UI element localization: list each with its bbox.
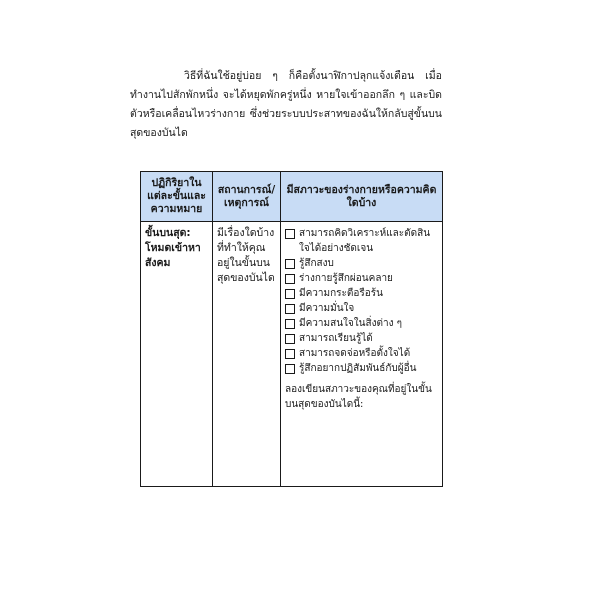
checklist-item[interactable] [285,256,438,271]
checklist-item-label: สามารถคิดวิเคราะห์และตัดสินใจได้อย่างชัดเจน [299,228,431,254]
intro-text-block [130,67,442,143]
stage-label: ขั้นบนสุด: โหมดเข้าหาสังคม [145,227,201,269]
checkbox-icon[interactable] [285,319,295,329]
checklist-item-label: มีความกระตือรือร้น [299,288,383,299]
checklist-item[interactable] [285,331,438,346]
checklist-item-label: ร่างกายรู้สึกผ่อนคลาย [299,273,393,284]
stage-worksheet-table [140,171,443,487]
checklist-item-label: รู้สึกสงบ [299,258,334,269]
header-body-mind-states: มีสภาวะของร่างกายหรือความคิดใดบ้าง [281,172,443,222]
checklist-item-label: มีความสนใจในสิ่งต่าง ๆ [299,318,403,329]
intro-paragraph: วิธีที่ฉันใช้อยู่บ่อย ๆ ก็คือตั้งนาฬิกาปลุกแจ้งเตือน เมื่อทำงานไปสักพักหนึ่ง จะได้หยุดพักครู่หนึ่ง หายใจเข้าออกลึก ๆ และบิดตัวหรือเคลื่อนไหวร่างกาย ซึ่งช่วยระบบประสาทของฉันให้กลับสู่ขั้นบนสุดของบันได [130,70,442,139]
checklist-item-label: สามารถจดจ่อหรือตั้งใจได้ [299,348,411,359]
checkbox-icon[interactable] [285,364,295,374]
checklist-item[interactable] [285,361,438,376]
checkbox-icon[interactable] [285,274,295,284]
checkbox-icon[interactable] [285,349,295,359]
checkbox-icon[interactable] [285,334,295,344]
checklist-item[interactable] [285,271,438,286]
state-checklist [285,226,438,376]
checkbox-icon[interactable] [285,259,295,269]
situation-cell [213,222,281,487]
table-header-row [141,172,443,222]
checklist-item[interactable] [285,286,438,301]
checklist-item[interactable] [285,226,438,256]
checkbox-icon[interactable] [285,229,295,239]
header-reaction-and-meaning: ปฏิกิริยาในแต่ละขั้นและความหมาย [141,172,213,222]
header-situation-event: สถานการณ์/เหตุการณ์ [213,172,281,222]
table-row [141,222,443,487]
situation-text: มีเรื่องใดบ้างที่ทำให้คุณอยู่ในขั้นบนสุดของบันได [217,227,275,284]
checklist-item-label: รู้สึกอยากปฏิสัมพันธ์กับผู้อื่น [299,363,417,374]
checklist-item[interactable] [285,346,438,361]
checklist-item[interactable] [285,316,438,331]
checklist-item[interactable] [285,301,438,316]
states-cell [281,222,443,487]
checkbox-icon[interactable] [285,304,295,314]
checklist-item-label: สามารถเรียนรู้ได้ [299,333,373,344]
write-in-prompt: ลองเขียนสภาวะของคุณที่อยู่ในขั้นบนสุดของบันไดนี้: [285,384,432,410]
checkbox-icon[interactable] [285,289,295,299]
checklist-item-label: มีความมั่นใจ [299,303,355,314]
stage-cell [141,222,213,487]
